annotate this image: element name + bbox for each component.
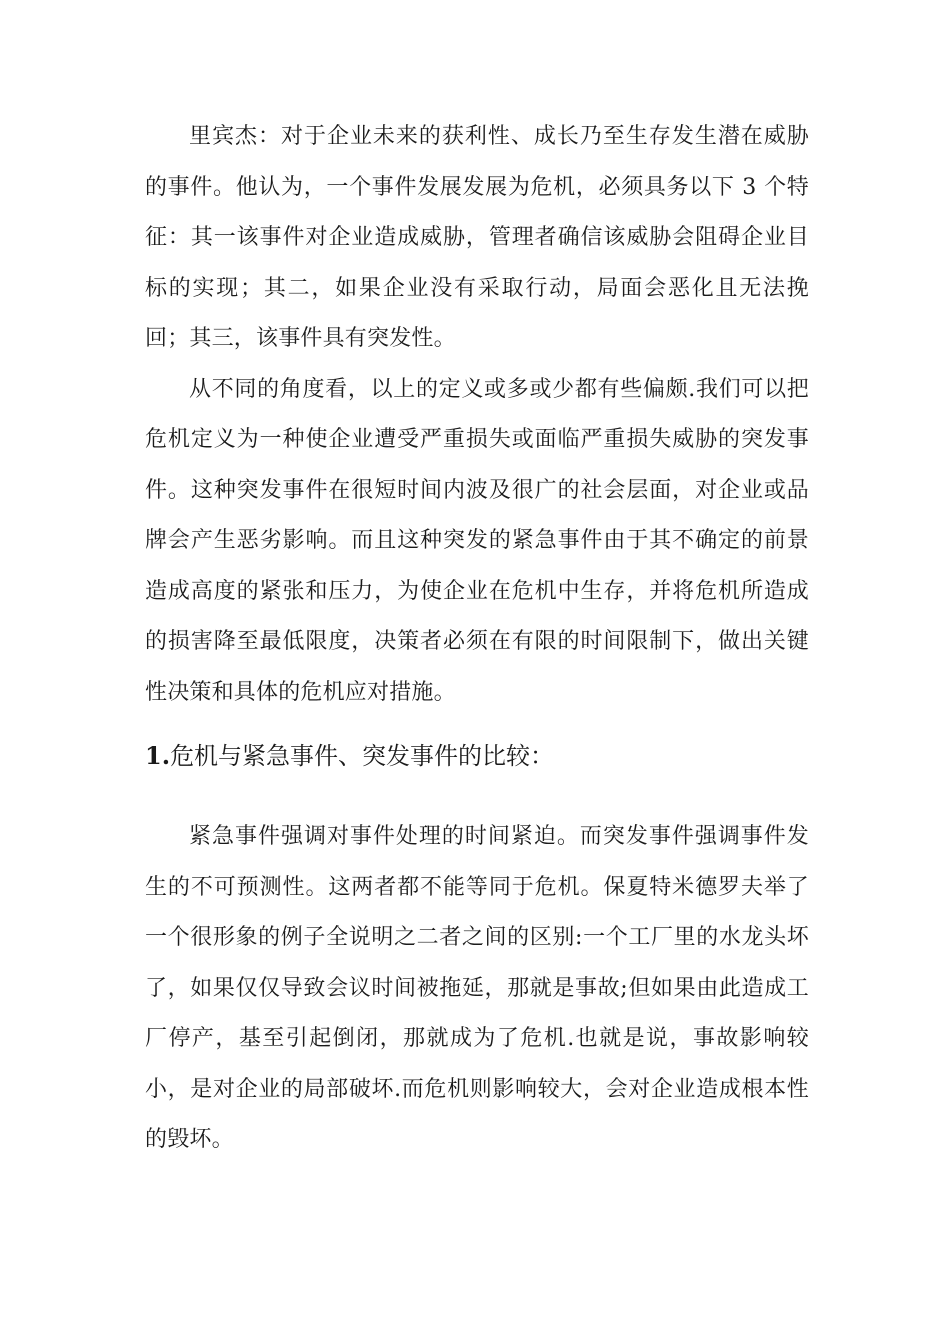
paragraph-definition-ribinjie: 里宾杰：对于企业未来的获利性、成长乃至生存发生潜在威胁的事件。他认为，一个事件发展发展为危机，必须具务以下 3 个特征：其一该事件对企业造成威胁，管理者确信该威胁会阻碍企业目标的实现；其二，如果企业没有采取行动，局面会恶化且无法挽回；其三，该事件具有突发性。 [145,124,809,351]
paragraph-crisis-definition: 从不同的角度看，以上的定义或多或少都有些偏颇.我们可以把危机定义为一种使企业遭受严重损失或面临严重损失威胁的突发事件。这种突发事件在很短时间内波及很广的社会层面，对企业或品牌会产生恶劣影响。而且这种突发的紧急事件由于其不确定的前景造成高度的紧张和压力，为使企业在危机中生存，并将危机所造成的损害降至最低限度，决策者必须在有限的时间限制下，做出关键性决策和具体的危机应对措施。 [145,376,809,705]
section-heading-text: 危机与紧急事件、突发事件的比较： [170,742,555,770]
document-page [145,112,809,1166]
paragraph-comparison: 紧急事件强调对事件处理的时间紧迫。而突发事件强调事件发生的不可预测性。这两者都不能等同于危机。保夏特米德罗夫举了一个很形象的例子全说明之二者之间的区别:一个工厂里的水龙头坏了，如果仅仅导致会议时间被拖延，那就是事故;但如果由此造成工厂停产，基至引起倒闭，那就成为了危机.也就是说，事故影响较小，是对企业的局部破坏.而危机则影响较大，会对企业造成根本性的毁坏。 [145,824,809,1152]
section-heading-number: 1. [145,741,171,770]
section-heading [145,734,809,778]
